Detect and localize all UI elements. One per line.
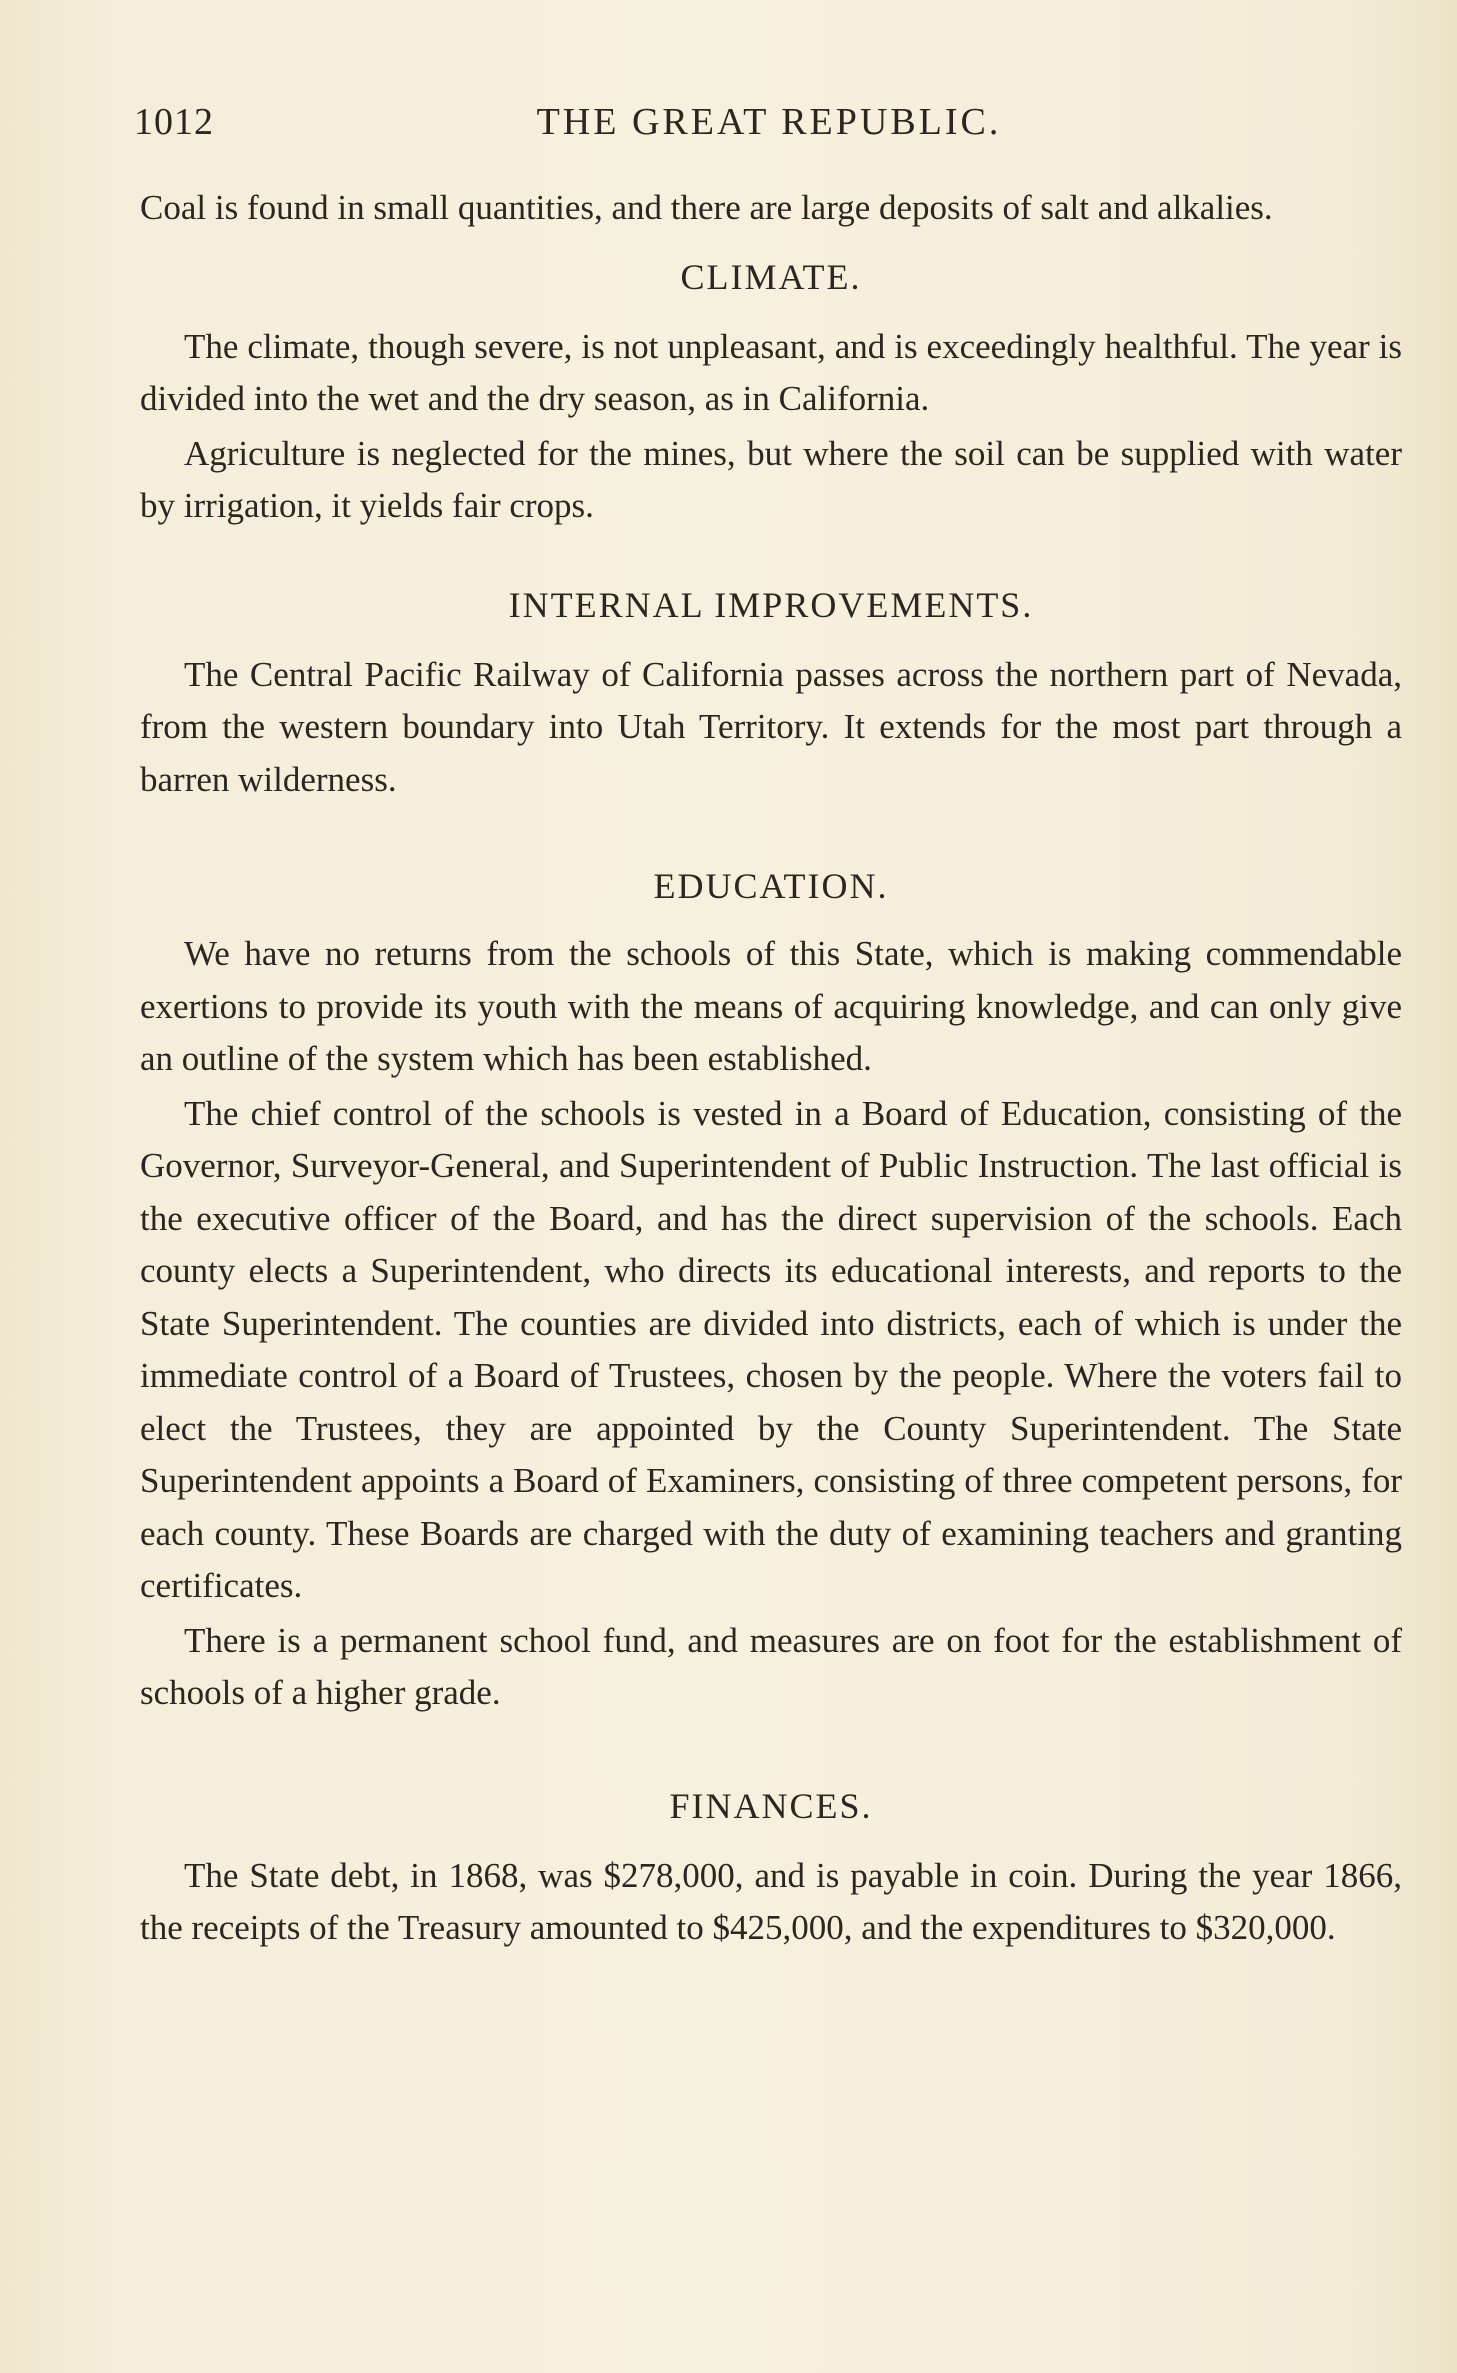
page-body bbox=[140, 182, 1402, 1957]
paragraph-coal: Coal is found in small quantities, and there are large deposits of salt and alkalies. bbox=[140, 188, 1273, 227]
heading-internal-improvements: INTERNAL IMPROVEMENTS. bbox=[508, 584, 1034, 625]
paragraph-finances: The State debt, in 1868, was $278,000, and is payable in coin. During the year 1866, the receipts of the Treasury amounted to $425,000, and the expenditures to $320,000. bbox=[140, 1855, 1402, 1947]
heading-finances: FINANCES. bbox=[669, 1785, 873, 1826]
heading-education: EDUCATION. bbox=[653, 866, 889, 906]
paragraph-school-fund: There is a permanent school fund, and measures are on foot for the establishment of schools of a higher grade. bbox=[140, 1620, 1402, 1712]
paragraph-agriculture: Agriculture is neglected for the mines, but where the soil can be supplied with water by irrigation, it yields fair crops. bbox=[140, 433, 1402, 525]
paragraph-education-returns: We have no returns from the schools of this State, which is making commendable exertions to provide its youth with the means of acquiring knowledge, and can only give an outline of the system which has been established. bbox=[140, 934, 1402, 1078]
paragraph-climate: The climate, though severe, is not unpleasant, and is exceedingly healthful. The year is divided into the wet and the dry season, as in California. bbox=[140, 326, 1402, 418]
running-title: THE GREAT REPUBLIC. bbox=[536, 101, 1002, 143]
heading-climate: CLIMATE. bbox=[680, 256, 862, 297]
paragraph-education-control: The chief control of the schools is vested in a Board of Education, consisting of the Governor, Surveyor-General, and Superintendent of Public Instruction. The last official is the executive officer of the Board, and has the direct supervision of the schools. Each county elects a Superintendent, who directs its educational interests, and reports to the State Superintendent. The counties are divided into districts, each of which is under the immediate control of a Board of Trustees, chosen by the people. Where the voters fail to elect the Trustees, they are appointed by the County Superintendent. The State Superintendent appoints a Board of Examiners, consisting of three competent persons, for each county. These Boards are charged with the duty of examining teachers and granting certificates. bbox=[140, 1093, 1402, 1605]
page-header bbox=[134, 100, 1404, 160]
paragraph-railway: The Central Pacific Railway of California passes across the northern part of Nevada, from the western boundary into Utah Territory. It extends for the most part through a barren wilderness. bbox=[140, 654, 1402, 799]
page-number: 1012 bbox=[134, 101, 214, 143]
